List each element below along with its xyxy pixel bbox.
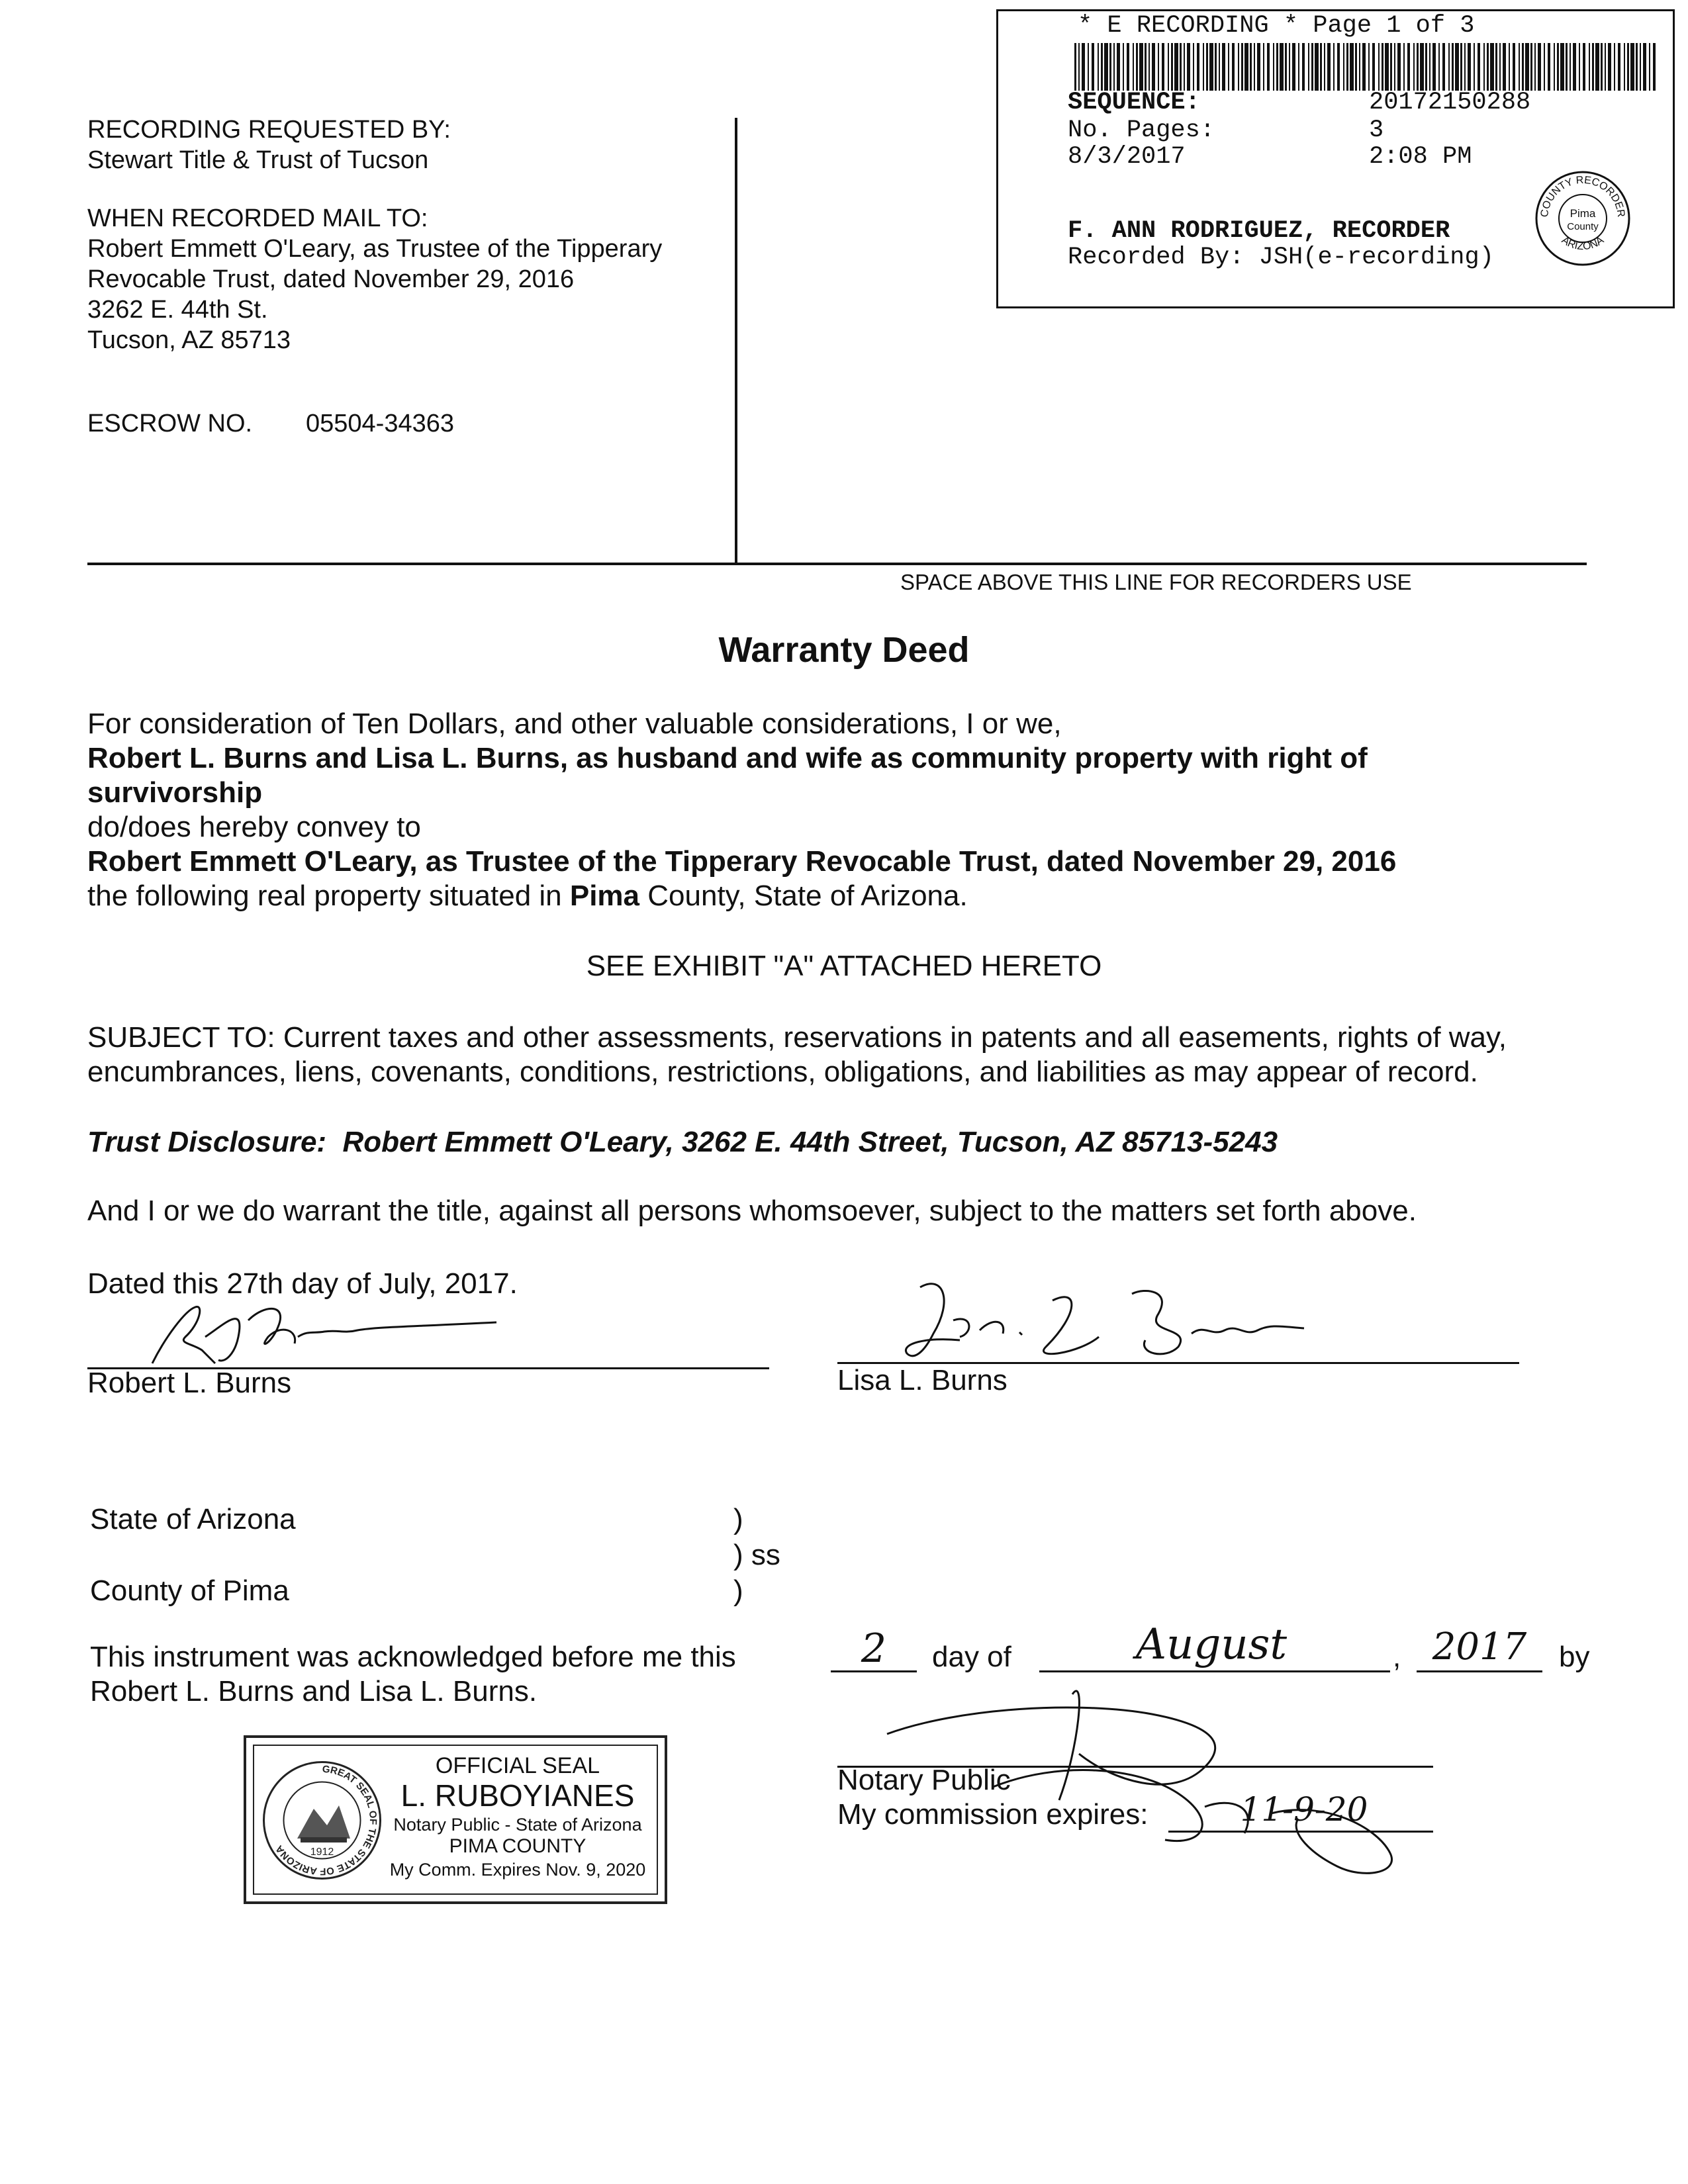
barcode-bar [1548, 43, 1550, 91]
barcode-bar [1320, 43, 1322, 91]
barcode-bar [1117, 43, 1120, 91]
barcode-bar [1158, 43, 1159, 91]
barcode-bar [1605, 43, 1606, 91]
barcode-bar [1184, 43, 1185, 91]
escrow-number: 05504-34363 [306, 410, 454, 437]
trust-disclosure-label: Trust Disclosure: [87, 1126, 327, 1158]
property-county: Pima [569, 880, 640, 912]
ack-year: 2017 [1432, 1625, 1527, 1668]
barcode-bar [1174, 43, 1178, 91]
ack-comma: , [1393, 1641, 1401, 1673]
barcode-bar [1519, 43, 1520, 91]
barcode-bar [1385, 43, 1389, 91]
requested-name: Stewart Title & Trust of Tucson [87, 146, 429, 174]
barcode-bar [1193, 43, 1194, 91]
state-seal-year: 1912 [310, 1846, 334, 1858]
property-location [87, 879, 1603, 913]
lisa-burns-signature [880, 1274, 1344, 1367]
barcode-bar [1452, 43, 1454, 91]
barcode-bar [1209, 43, 1213, 91]
space-above-note: SPACE ABOVE THIS LINE FOR RECORDERS USE [900, 570, 1412, 594]
ack-day: 2 [861, 1625, 887, 1672]
ss-mark: ) ss [733, 1539, 780, 1571]
seal-line4: PIMA COUNTY [449, 1835, 586, 1857]
paren-top: ) [733, 1503, 743, 1535]
dated-text: Dated this 27th day of July, 2017. [87, 1267, 518, 1300]
barcode-bar [1490, 43, 1494, 91]
barcode-bar [1149, 43, 1150, 91]
barcode-bar [1534, 43, 1536, 91]
barcode-bar [1618, 43, 1620, 91]
seal-line5: My Comm. Expires Nov. 9, 2020 [389, 1860, 646, 1880]
barcode-bar [1133, 43, 1134, 91]
convey-text: do/does hereby convey to [87, 811, 421, 843]
barcode-bar [1438, 43, 1440, 91]
barcode-bar [1407, 43, 1410, 91]
notary-title: Notary Public [837, 1764, 1011, 1796]
barcode-bar [1649, 43, 1650, 91]
barcode-bar [1477, 43, 1480, 91]
barcode-bar [1078, 43, 1080, 91]
barcode-bar [1355, 43, 1357, 91]
barcode-bar [1152, 43, 1155, 91]
barcode-bar [1583, 43, 1585, 91]
barcode-bar [1241, 43, 1243, 91]
barcode-bar [1197, 43, 1199, 91]
barcode-bar [1171, 43, 1173, 91]
barcode-bar [1538, 43, 1541, 91]
barcode-bar [1425, 43, 1427, 91]
county-recorder-seal-icon [1533, 169, 1632, 268]
svg-text:GREAT SEAL OF THE STATE OF ARI [273, 1764, 379, 1877]
mail-to-line2: Revocable Trust, dated November 29, 2016 [87, 265, 575, 293]
commission-expires-date: 11-9-20 [1240, 1790, 1368, 1829]
barcode-bar [1127, 43, 1129, 91]
barcode-bar [1244, 43, 1248, 91]
barcode-bar [1285, 43, 1287, 91]
barcode-bar [1139, 43, 1143, 91]
escrow-label: ESCROW NO. [87, 410, 253, 437]
barcode-bar [1630, 43, 1634, 91]
paren-bottom: ) [733, 1574, 743, 1607]
notary-official-seal [244, 1735, 667, 1904]
barcode-bar [1113, 43, 1115, 91]
mail-to-line3: 3262 E. 44th St. [87, 296, 268, 324]
arizona-state-seal-icon [261, 1759, 383, 1882]
recorder-seal-center-2: County [1567, 221, 1599, 232]
pages-label: No. Pages: [1068, 116, 1215, 144]
barcode-bar [1592, 43, 1594, 91]
grantors-line1: Robert L. Burns and Lisa L. Burns, as husband and wife as community property with right of [87, 742, 1368, 774]
notary-state: State of Arizona [90, 1503, 296, 1535]
barcode-bar [1368, 43, 1370, 91]
barcode-bar [1254, 43, 1255, 91]
barcode-bar [1432, 43, 1436, 91]
barcode-bar [1267, 43, 1270, 91]
barcode-bar [1228, 43, 1229, 91]
barcode-bar [1324, 43, 1325, 91]
barcode-bar [1136, 43, 1138, 91]
barcode-bar [1292, 43, 1295, 91]
barcode-bar [1145, 43, 1147, 91]
barcode-bar [1468, 43, 1471, 91]
barcode-bar [1557, 43, 1559, 91]
barcode-bar [1257, 43, 1260, 91]
ack-signers: Robert L. Burns and Lisa L. Burns. [90, 1675, 538, 1707]
barcode-bar [1573, 43, 1576, 91]
barcode-bar [1088, 43, 1089, 91]
barcode-bar [1544, 43, 1545, 91]
barcode-bar [1289, 43, 1290, 91]
signer2-name: Lisa L. Burns [837, 1364, 1008, 1396]
barcode-bar [1579, 43, 1580, 91]
barcode-bar [1464, 43, 1466, 91]
barcode-bar [1250, 43, 1252, 91]
barcode-bar [1653, 43, 1656, 91]
barcode-bar [1311, 43, 1313, 91]
barcode-bar [1104, 43, 1108, 91]
barcode-bar [1394, 43, 1395, 91]
barcode-bar [1429, 43, 1430, 91]
recorder-name: F. ANN RODRIGUEZ, RECORDER [1068, 217, 1450, 245]
barcode-bar [1390, 43, 1392, 91]
barcode-bar [1238, 43, 1239, 91]
barcode-bar [1483, 43, 1485, 91]
recorder-seal-top: COUNTY RECORDER [1538, 174, 1627, 218]
barcode-bar [1263, 43, 1264, 91]
recording-header: * E RECORDING * Page 1 of 3 [1078, 12, 1475, 40]
barcode-bar [1640, 43, 1641, 91]
barcode-bar [1327, 43, 1331, 91]
barcode-bar [1566, 43, 1568, 91]
sequence-label: SEQUENCE: [1068, 89, 1200, 116]
barcode-bar [1168, 43, 1169, 91]
barcode-bar [1337, 43, 1340, 91]
barcode-bar [1382, 43, 1383, 91]
barcode-bar [1180, 43, 1182, 91]
barcode-bar [1082, 43, 1085, 91]
barcode-bar [1413, 43, 1415, 91]
barcode-bar [1219, 43, 1220, 91]
barcode-bar [1276, 43, 1278, 91]
recording-time: 2:08 PM [1369, 143, 1472, 171]
notary-county: County of Pima [90, 1574, 289, 1607]
barcode-bar [1378, 43, 1380, 91]
barcode-bar [1417, 43, 1419, 91]
barcode-bar [1109, 43, 1111, 91]
barcode-bar [1487, 43, 1489, 91]
requested-label: RECORDING REQUESTED BY: [87, 116, 451, 144]
barcode-bar [1601, 43, 1603, 91]
subject-to-line2: encumbrances, liens, covenants, conditions, restrictions, obligations, and liabilities as may appear of record. [87, 1056, 1478, 1088]
barcode-bar [1187, 43, 1190, 91]
sequence-value: 20172150288 [1369, 89, 1531, 116]
pages-value: 3 [1369, 116, 1384, 144]
warranty-text: And I or we do warrant the title, against all persons whomsoever, subject to the matters set forth above. [87, 1195, 1417, 1227]
seal-line3: Notary Public - State of Arizona [393, 1815, 642, 1835]
barcode-bar [1448, 43, 1450, 91]
barcode-bar [1560, 43, 1564, 91]
trust-disclosure-text: Robert Emmett O'Leary, 3262 E. 44th Street, Tucson, AZ 85713-5243 [342, 1126, 1278, 1158]
barcode-bar [1499, 43, 1501, 91]
signer1-name: Robert L. Burns [87, 1367, 292, 1399]
ack-month: August [1135, 1620, 1288, 1669]
barcode-bar [1509, 43, 1510, 91]
barcode-bar [1162, 43, 1164, 91]
ack-by: by [1559, 1641, 1590, 1673]
barcode-bar [1203, 43, 1204, 91]
grantors-line2: survivorship [87, 776, 263, 809]
vertical-divider [735, 118, 737, 563]
exhibit-reference: SEE EXHIBIT "A" ATTACHED HERETO [586, 950, 1102, 982]
ack-text: This instrument was acknowledged before me this [90, 1641, 736, 1673]
barcode-bar [1343, 43, 1344, 91]
recorded-by: Recorded By: JSH(e-recording) [1068, 244, 1494, 271]
barcode-bar [1608, 43, 1611, 91]
recording-date: 8/3/2017 [1068, 143, 1186, 171]
document-title: Warranty Deed [718, 630, 970, 670]
barcode-bar [1503, 43, 1506, 91]
barcode-bar [1350, 43, 1354, 91]
barcode-bar [1302, 43, 1305, 91]
barcode-bar [1232, 43, 1235, 91]
barcode-bar [1315, 43, 1319, 91]
seal-line2: L. RUBOYIANES [400, 1778, 635, 1813]
barcode-bar [1308, 43, 1309, 91]
barcode-bar [1455, 43, 1459, 91]
ack-day-of: day of [932, 1641, 1011, 1673]
robert-burns-signature [126, 1297, 516, 1370]
barcode-bar [1101, 43, 1103, 91]
barcode-bar [1495, 43, 1497, 91]
grantee-text: Robert Emmett O'Leary, as Trustee of the Tipperary Revocable Trust, dated November 29, 2016 [87, 845, 1397, 878]
property-post: County, State of Arizona. [639, 880, 968, 912]
barcode-bar [1074, 43, 1076, 91]
property-pre: the following real property situated in [87, 880, 570, 912]
barcode [1074, 43, 1660, 91]
commission-expires-line [1168, 1831, 1433, 1833]
mail-to-label: WHEN RECORDED MAIL TO: [87, 205, 428, 232]
mail-to-line1: Robert Emmett O'Leary, as Trustee of the Tipperary [87, 235, 663, 263]
state-seal-ring-text: GREAT SEAL OF THE STATE OF ARIZONA [273, 1763, 379, 1878]
barcode-bar [1614, 43, 1615, 91]
barcode-bar [1222, 43, 1225, 91]
barcode-bar [1442, 43, 1445, 91]
barcode-bar [1522, 43, 1524, 91]
barcode-bar [1636, 43, 1638, 91]
barcode-bar [1333, 43, 1335, 91]
subject-to-line1: SUBJECT TO: Current taxes and other assessments, reservations in patents and all easements, rights of way, [87, 1021, 1507, 1054]
barcode-bar [1627, 43, 1629, 91]
barcode-bar [1372, 43, 1375, 91]
svg-text:ARIZONA [1560, 234, 1607, 252]
commission-expires-label: My commission expires: [837, 1798, 1149, 1831]
barcode-bar [1643, 43, 1646, 91]
barcode-bar [1123, 43, 1124, 91]
barcode-bar [1273, 43, 1274, 91]
barcode-bar [1092, 43, 1094, 91]
barcode-bar [1215, 43, 1217, 91]
recording-stamp [996, 9, 1675, 308]
barcode-bar [1595, 43, 1599, 91]
barcode-bar [1624, 43, 1625, 91]
barcode-bar [1206, 43, 1208, 91]
mail-to-line4: Tucson, AZ 85713 [87, 326, 291, 354]
barcode-bar [1474, 43, 1475, 91]
barcode-bar [1280, 43, 1284, 91]
barcode-bar [1298, 43, 1299, 91]
barcode-bar [1525, 43, 1529, 91]
recorder-seal-bottom: ARIZONA [1559, 234, 1607, 253]
barcode-bar [1554, 43, 1555, 91]
barcode-bar [1403, 43, 1405, 91]
barcode-bar [1589, 43, 1590, 91]
barcode-bar [1570, 43, 1571, 91]
seal-line1: OFFICIAL SEAL [435, 1753, 600, 1778]
consideration-text: For consideration of Ten Dollars, and other valuable considerations, I or we, [87, 707, 1062, 740]
barcode-bar [1460, 43, 1462, 91]
barcode-bar [1420, 43, 1424, 91]
barcode-bar [1530, 43, 1532, 91]
barcode-bar [1513, 43, 1515, 91]
trust-disclosure [87, 1125, 1603, 1160]
barcode-bar [1346, 43, 1348, 91]
barcode-bar [1362, 43, 1366, 91]
barcode-bar [1397, 43, 1401, 91]
barcode-bar [1359, 43, 1360, 91]
recorder-space-line [87, 563, 1587, 565]
barcode-bar [1098, 43, 1099, 91]
recorder-seal-center-1: Pima [1570, 207, 1596, 220]
